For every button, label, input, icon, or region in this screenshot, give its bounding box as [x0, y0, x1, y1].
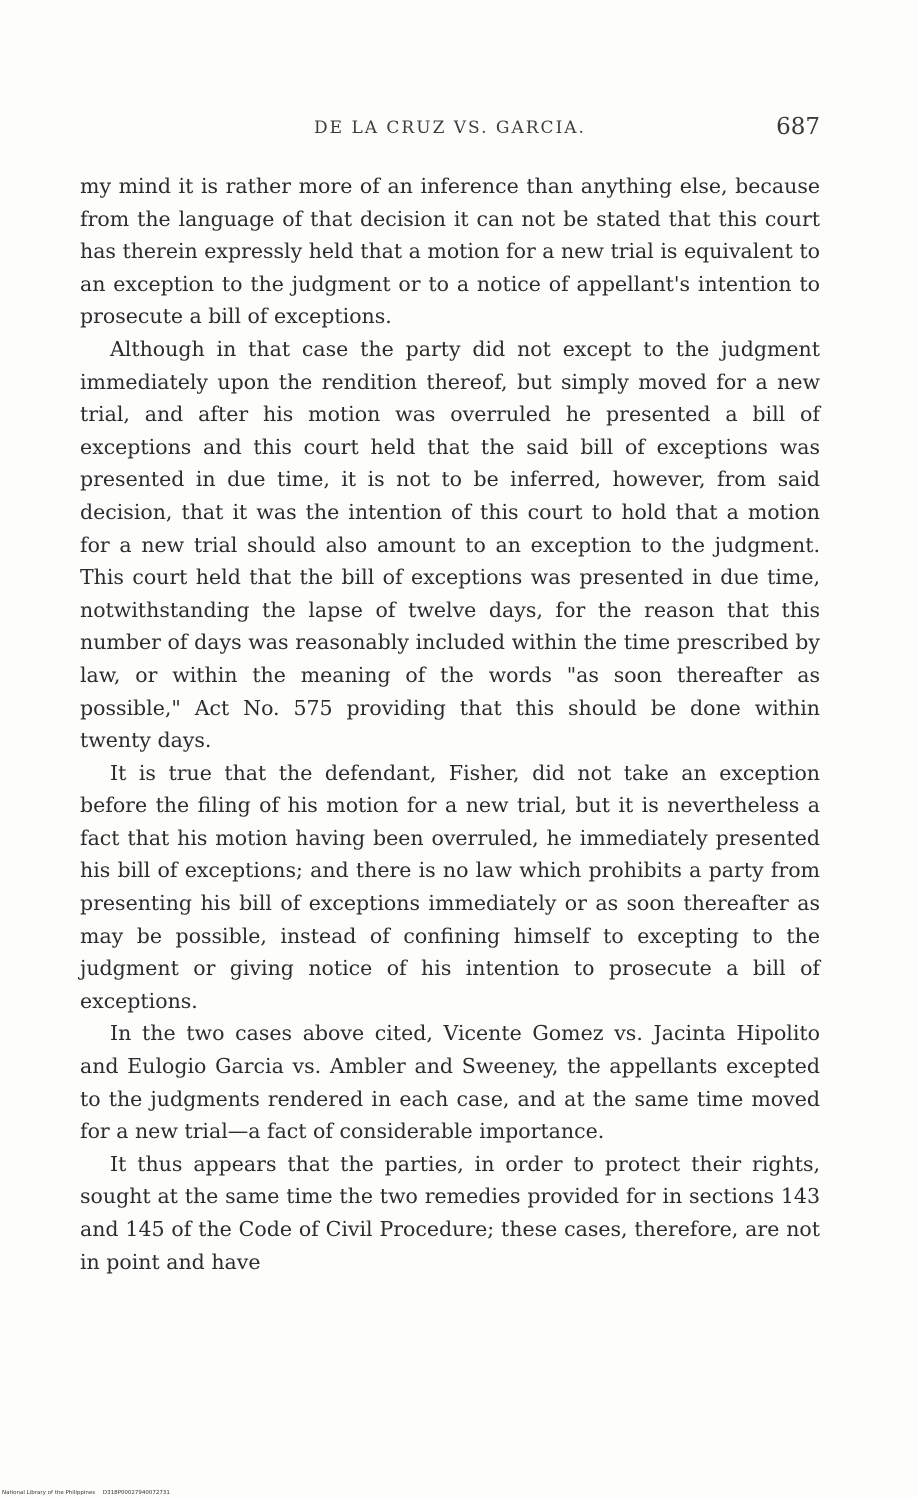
paragraph-fisher-exception: It is true that the defendant, Fisher, did not take an exception before the filing of his motion for a new trial, but it is nevertheless a fact that his motion having been overruled, he immediately presented his bill of exceptions; and there is no law which prohibits a party from presenting his bill of exceptions immediately or as soon thereafter as may be possible, instead of confining himself to excepting to the judgment or giving notice of his intention to prosecute a bill of exceptions.	[80, 760, 820, 1013]
paragraph-continuation: my mind it is rather more of an inference than anything else, because from the language of that decision it can not be stated that this court has therein expressly held that a motion for a new trial is equivalent to an exception to the judgment or to a notice of appellant's intention to prosecute a bill of exceptions.	[80, 174, 820, 329]
page-number: 687	[776, 114, 820, 140]
running-title: DE LA CRUZ VS. GARCIA.	[314, 118, 586, 138]
paragraph-inference-discussion: Although in that case the party did not except to the judgment immediately upon the rendition thereof, but simply moved for a new trial, and after his motion was overruled he presented a bill of exceptions and this court held that the said bill of exceptions was presented in due time, it is not to be inferred, however, from said decision, that it was the intention of this court to hold that a motion for a new trial should also amount to an exception to the judgment. This court held that the bill of exceptions was presented in due time, notwithstanding the lapse of twelve days, for the reason that this number of days was reasonably included within the time prescribed by law, or within the meaning of the words "as soon thereafter as possible," Act No. 575 providing that this should be done within twenty days.	[80, 336, 820, 753]
paragraph-cited-cases: In the two cases above cited, Vicente Gomez vs. Jacinta Hipolito and Eulogio Garcia vs. Ambler and Sweeney, the appellants excepted to the judgments rendered in each case, and at the same time moved for a new trial—a fact of considerable importance.	[80, 1021, 820, 1144]
paragraph-conclusion: It thus appears that the parties, in order to protect their rights, sought at the same time the two remedies provided for in sections 143 and 145 of the Code of Civil Procedure; these cases, therefore, are not in point and have	[80, 1151, 820, 1274]
running-head	[80, 114, 820, 148]
scan-footer	[2, 1490, 170, 1496]
footer-id-code: D318P00027940072731	[102, 1490, 170, 1496]
body-text	[80, 170, 820, 1278]
footer-library: National Library of the Philippines	[2, 1490, 96, 1496]
